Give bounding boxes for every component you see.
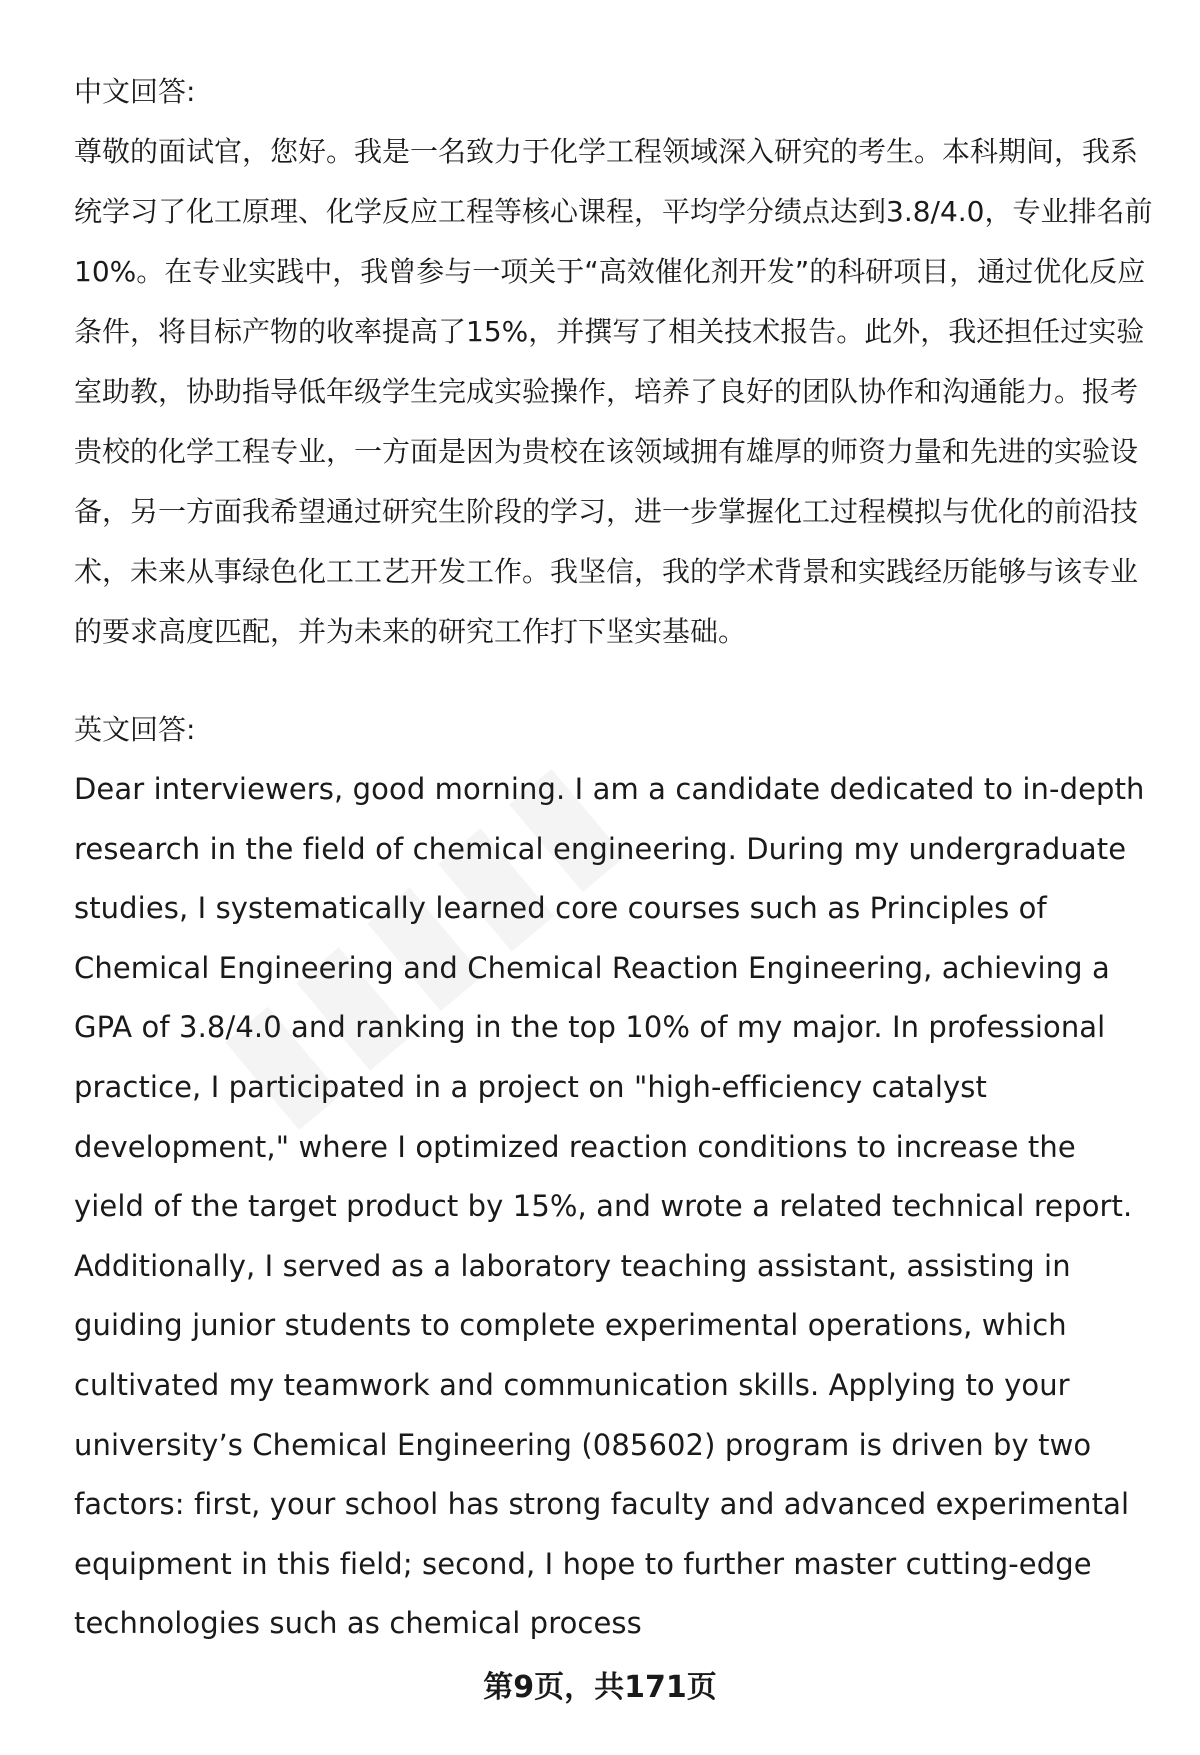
english-answer-body: Dear interviewers, good morning. I am a candidate dedicated to in-depth research in the field of chemical engineering. During my undergraduate studies, I systematically learned core courses such as Principles of Chemical Engineering and Chemical Reaction Engineering, achieving a GPA of 3.8/4.0 and ranking in the top 10% of my major. In professional practice, I participated in a project on "high-efficiency catalyst development," where I optimized reaction conditions to increase the yield of the target product by 15%, and wrote a related technical report. Additionally, I served as a laboratory teaching assistant, assisting in guiding junior students to complete experimental operations, which cultivated my teamwork and communication skills. Applying to your university’s Chemical Engineering (085602) program is driven by two factors: first, your school has strong faculty and advanced experimental equipment in this field; second, I hope to further master cutting-edge technologies such as chemical process xyxy=(74,772,1145,1641)
section-gap xyxy=(74,662,1154,700)
english-answer-heading: 英文回答: xyxy=(74,713,196,746)
chinese-answer-heading: 中文回答: xyxy=(74,75,196,108)
chinese-answer-body: 尊敬的面试官，您好。我是一名致力于化学工程领域深入研究的考生。本科期间，我系统学习了化工原理、化学反应工程等核心课程，平均学分绩点达到3.8/4.0，专业排名前10%。在专业实践中，我曾参与一项关于“高效催化剂开发”的科研项目，通过优化反应条件，将目标产物的收率提高了15%，并撰写了相关技术报告。此外，我还担任过实验室助教，协助指导低年级学生完成实验操作，培养了良好的团队协作和沟通能力。报考贵校的化学工程专业，一方面是因为贵校在该领域拥有雄厚的师资力量和先进的实验设备，另一方面我希望通过研究生阶段的学习，进一步掌握化工过程模拟与优化的前沿技术，未来从事绿色化工工艺开发工作。我坚信，我的学术背景和实践经历能够与该专业的要求高度匹配，并为未来的研究工作打下坚实基础。 xyxy=(74,135,1153,648)
page-number: 第9页，共171页 xyxy=(483,1670,717,1705)
document-page xyxy=(74,62,1154,1654)
